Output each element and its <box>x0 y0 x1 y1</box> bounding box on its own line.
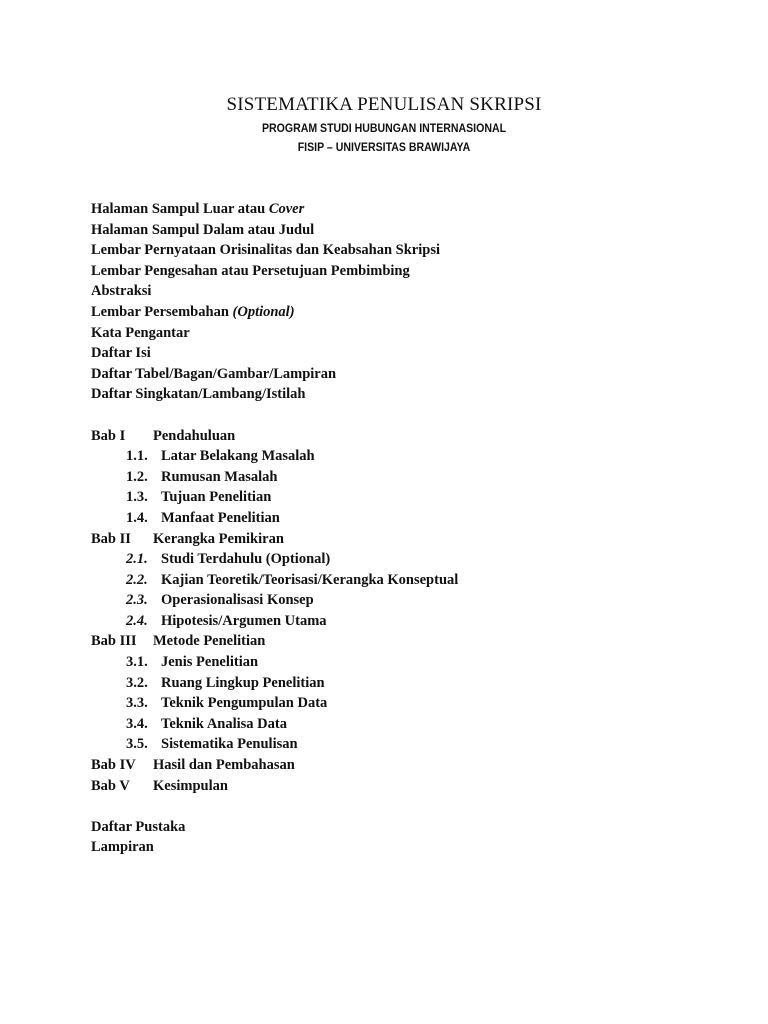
subsection-title: Ruang Lingkup Penelitian <box>161 674 325 691</box>
subsection-title: Tujuan Penelitian <box>161 489 272 506</box>
front-matter-item: Lembar Persembahan (Optional) <box>91 303 295 320</box>
spacer <box>91 405 458 426</box>
chapter-heading <box>91 529 458 550</box>
chapter-title: Pendahuluan <box>153 427 236 444</box>
subsection-item <box>91 508 458 529</box>
front-matter-list <box>91 199 458 405</box>
chapter-number: Bab V <box>91 777 130 794</box>
subsection-title: Latar Belakang Masalah <box>161 448 315 465</box>
subsection-item <box>91 652 458 673</box>
subsection-item <box>91 673 458 694</box>
back-matter-list <box>91 817 458 858</box>
subsection-number: 3.5. <box>126 736 148 753</box>
front-matter-item: Lembar Pengesahan atau Persetujuan Pembimbing <box>91 262 410 279</box>
back-matter-item: Daftar Pustaka <box>91 818 186 835</box>
subsection-number: 1.1. <box>126 448 148 465</box>
subsection-number: 1.2. <box>126 468 148 485</box>
subsection-item <box>91 590 458 611</box>
subsection-title: Hipotesis/Argumen Utama <box>161 612 327 629</box>
subsection-title: Teknik Analisa Data <box>161 715 287 732</box>
subsection-number: 2.2. <box>126 571 148 588</box>
subsection-item <box>91 611 458 632</box>
chapter-number: Bab III <box>91 633 137 650</box>
chapter-list <box>91 426 458 797</box>
subsection-title: Teknik Pengumpulan Data <box>161 695 328 712</box>
front-matter-item: Daftar Tabel/Bagan/Gambar/Lampiran <box>91 365 337 382</box>
outline-content <box>91 199 458 858</box>
subsection-title: Kajian Teoretik/Teorisasi/Kerangka Konseptual <box>161 571 459 588</box>
chapter-title: Kesimpulan <box>153 777 228 794</box>
front-matter-item: Daftar Singkatan/Lambang/Istilah <box>91 386 306 403</box>
chapter-number: Bab I <box>91 427 126 444</box>
chapter-title: Kerangka Pemikiran <box>153 530 284 547</box>
subsection-item <box>91 467 458 488</box>
subsection-number: 2.1. <box>126 551 148 568</box>
subsection-title: Studi Terdahulu (Optional) <box>161 551 331 568</box>
front-matter-item: Lembar Pernyataan Orisinalitas dan Keabsahan Skripsi <box>91 242 440 259</box>
subsection-item <box>91 570 458 591</box>
program-subtitle: PROGRAM STUDI HUBUNGAN INTERNASIONAL <box>261 121 507 135</box>
front-matter-item: Kata Pengantar <box>91 324 190 341</box>
front-matter-item: Abstraksi <box>91 283 152 300</box>
chapter-number: Bab II <box>91 530 131 547</box>
subsection-item <box>91 714 458 735</box>
subsection-number: 1.3. <box>126 489 148 506</box>
subsection-title: Operasionalisasi Konsep <box>161 592 314 609</box>
subsection-title: Jenis Penelitian <box>161 654 259 671</box>
front-matter-item: Halaman Sampul Dalam atau Judul <box>91 221 315 238</box>
subsection-title: Rumusan Masalah <box>161 468 278 485</box>
subsection-title: Manfaat Penelitian <box>161 509 280 526</box>
back-matter-item: Lampiran <box>91 839 154 856</box>
chapter-title: Hasil dan Pembahasan <box>153 757 295 774</box>
subsection-number: 2.4. <box>126 612 148 629</box>
chapter-heading <box>91 776 458 797</box>
document-title: SISTEMATIKA PENULISAN SKRIPSI <box>226 94 542 115</box>
subsection-number: 1.4. <box>126 509 148 526</box>
subsection-number: 3.1. <box>126 654 148 671</box>
spacer <box>91 796 458 817</box>
front-matter-item: Daftar Isi <box>91 345 151 362</box>
faculty-subtitle: FISIP – UNIVERSITAS BRAWIJAYA <box>297 140 471 154</box>
subsection-item <box>91 693 458 714</box>
chapter-number: Bab IV <box>91 757 136 774</box>
subsection-number: 3.3. <box>126 695 148 712</box>
chapter-heading <box>91 631 458 652</box>
subsection-number: 2.3. <box>126 592 148 609</box>
subsection-number: 3.4. <box>126 715 148 732</box>
chapter-heading <box>91 426 458 447</box>
subsection-item <box>91 446 458 467</box>
subsection-item <box>91 734 458 755</box>
subsection-item <box>91 487 458 508</box>
subsection-number: 3.2. <box>126 674 148 691</box>
chapter-heading <box>91 755 458 776</box>
subsection-title: Sistematika Penulisan <box>161 736 298 753</box>
chapter-title: Metode Penelitian <box>153 633 266 650</box>
front-matter-item: Halaman Sampul Luar atau Cover <box>91 201 305 217</box>
subsection-item <box>91 549 458 570</box>
